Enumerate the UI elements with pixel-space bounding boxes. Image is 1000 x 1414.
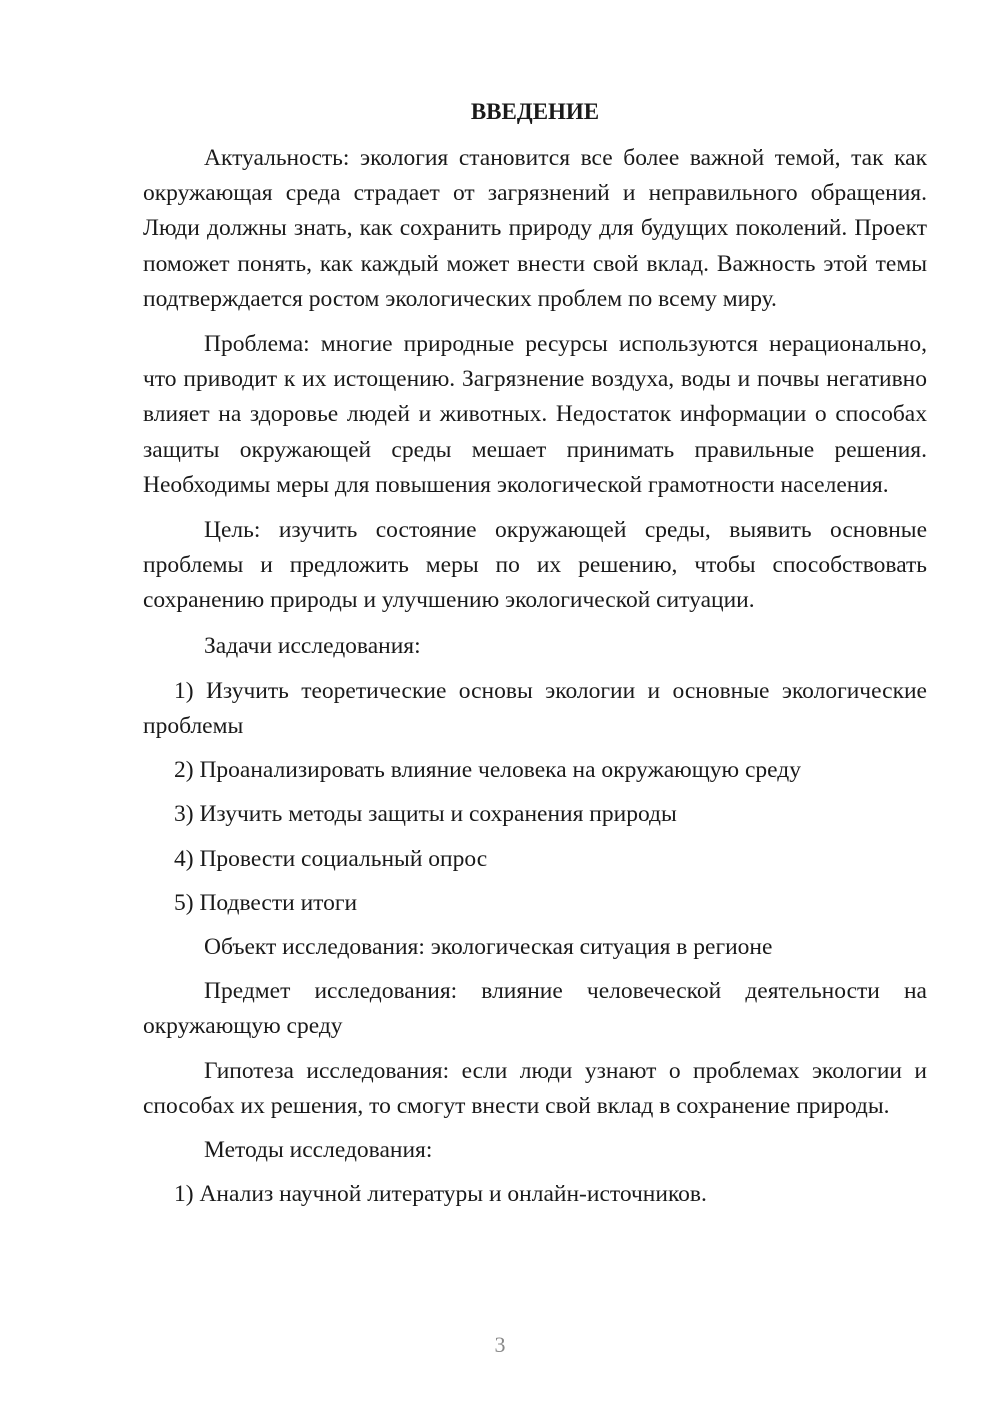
task-item-1: 1) Изучить теоретические основы экологии и основные экологические проблемы bbox=[143, 677, 927, 740]
task-item-5: 5) Подвести итоги bbox=[174, 889, 358, 916]
method-item-1: 1) Анализ научной литературы и онлайн-источников. bbox=[174, 1181, 707, 1208]
problem-paragraph: Проблема: многие природные ресурсы используются нерационально, что приводит к их истощению. Загрязнение воздуха, воды и почвы негативно влияет на здоровье людей и животных. Недостаток информации о способах защиты окружающей среды мешает принимать правильные решения. Необходимы меры для повышения экологической грамотности населения. bbox=[143, 331, 927, 498]
hypothesis-paragraph: Гипотеза исследования: если люди узнают о проблемах экологии и способах их решения, то смогут внести свой вклад в сохранение природы. bbox=[143, 1057, 927, 1119]
relevance-paragraph: Актуальность: экология становится все более важной темой, так как окружающая среда страдает от загрязнений и неправильного обращения. Люди должны знать, как сохранить природу для будущих поколений. Проект поможет понять, как каждый может внести свой вклад. Важность этой темы подтверждается ростом экологических проблем по всему миру. bbox=[143, 145, 927, 312]
section-title: ВВЕДЕНИЕ bbox=[470, 99, 600, 124]
subject-paragraph: Предмет исследования: влияние человеческой деятельности на окружающую среду bbox=[143, 978, 927, 1040]
page-number: 3 bbox=[494, 1332, 506, 1357]
task-item-4: 4) Провести социальный опрос bbox=[174, 845, 488, 872]
tasks-heading: Задачи исследования: bbox=[204, 632, 421, 659]
task-item-3: 3) Изучить методы защиты и сохранения природы bbox=[174, 801, 677, 828]
methods-heading: Методы исследования: bbox=[204, 1137, 433, 1164]
goal-paragraph: Цель: изучить состояние окружающей среды, выявить основные проблемы и предложить меры по их решению, чтобы способствовать сохранению природы и улучшению экологической ситуации. bbox=[143, 517, 927, 614]
document-body bbox=[143, 141, 927, 1212]
object-paragraph: Объект исследования: экологическая ситуация в регионе bbox=[204, 934, 773, 961]
task-item-2: 2) Проанализировать влияние человека на окружающую среду bbox=[174, 757, 801, 784]
